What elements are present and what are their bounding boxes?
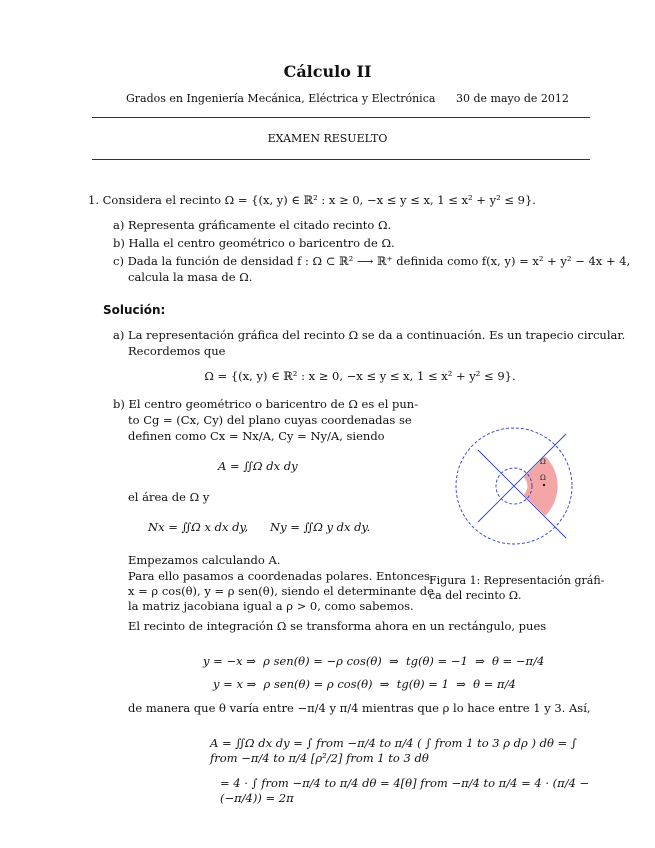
- region-figure: [448, 420, 584, 550]
- polar-line1: Para ello pasamos a coordenadas polares. Entonces,: [128, 569, 434, 583]
- centroid-dot: [543, 484, 545, 486]
- region-label: Ω: [540, 458, 546, 466]
- boundary-eq1: y = −x ⇒ ρ sen(θ) = −ρ cos(θ) ⇒ tg(θ) = −1 ⇒ θ = −π/4: [203, 654, 545, 668]
- figure-caption-line1: Figura 1: Representación gráfi-: [429, 574, 605, 587]
- solution-a-line1: a) La representación gráfica del recinto Ω se da a continuación. Es un trapecio circular.: [113, 328, 626, 342]
- problem-part-b: b) Halla el centro geométrico o baricentro de Ω.: [113, 236, 395, 250]
- boundary-eq2: y = x ⇒ ρ sen(θ) = ρ cos(θ) ⇒ tg(θ) = 1 ⇒ θ = π/4: [213, 677, 516, 691]
- region-label-inner: Ω: [540, 474, 546, 482]
- solution-a-line2: Recordemos que: [128, 344, 226, 358]
- area-computation-line1: A = ∬Ω dx dy = ∫ from −π/4 to π/4 ( ∫ from 1 to 3 ρ dρ ) dθ = ∫ from −π/4 to π/4 [ρ²/2] from 1 to 3 dθ: [210, 736, 577, 765]
- start-text: Empezamos calculando A.: [128, 553, 281, 567]
- figure-caption-line2: ca del recinto Ω.: [429, 589, 522, 602]
- problem-part-c: c) Dada la función de densidad f : Ω ⊂ ℝ² ⟶ ℝ⁺ definida como f(x, y) = x² + y² − 4x + 4,: [113, 254, 631, 268]
- exam-heading: EXAMEN RESUELTO: [267, 132, 388, 145]
- area-text: el área de Ω y: [128, 490, 210, 504]
- solution-b-line3: definen como Cx = Nx/A, Cy = Ny/A, siendo: [128, 429, 385, 443]
- region-formula: Ω = {(x, y) ∈ ℝ² : x ≥ 0, −x ≤ y ≤ x, 1 ≤ x² + y² ≤ 9}.: [204, 369, 516, 383]
- problem-part-a: a) Representa gráficamente el citado recinto Ω.: [113, 218, 392, 232]
- top-rule: [92, 117, 590, 118]
- exam-date: 30 de mayo de 2012: [456, 92, 569, 105]
- degree-line: Grados en Ingeniería Mecánica, Eléctrica y Electrónica: [126, 92, 436, 105]
- polar-line2: x = ρ cos(θ), y = ρ sen(θ), siendo el determinante de: [128, 584, 434, 598]
- problem-part-c-cont: calcula la masa de Ω.: [128, 270, 253, 284]
- rectangle-text: El recinto de integración Ω se transforma ahora en un rectángulo, pues: [128, 619, 547, 633]
- moment-integrals: Nx = ∬Ω x dx dy, Ny = ∬Ω y dx dy.: [148, 520, 371, 534]
- solution-b-line1: b) El centro geométrico o baricentro de Ω es el pun-: [113, 397, 419, 411]
- polar-line3: la matriz jacobiana igual a ρ > 0, como sabemos.: [128, 599, 414, 613]
- solution-b-line2: to Cg = (Cx, Cy) del plano cuyas coordenadas se: [128, 413, 412, 427]
- range-text: de manera que θ varía entre −π/4 y π/4 mientras que ρ lo hace entre 1 y 3. Así,: [128, 701, 591, 715]
- bottom-rule: [92, 159, 590, 160]
- area-integral: A = ∬Ω dx dy: [218, 459, 298, 473]
- solution-heading: Solución:: [103, 303, 166, 317]
- area-computation-line2: = 4 · ∫ from −π/4 to π/4 dθ = 4[θ] from −π/4 to π/4 = 4 · (π/4 − (−π/4)) = 2π: [220, 776, 590, 805]
- page-title: Cálculo II: [283, 62, 372, 81]
- problem-statement: 1. Considera el recinto Ω = {(x, y) ∈ ℝ² : x ≥ 0, −x ≤ y ≤ x, 1 ≤ x² + y² ≤ 9}.: [88, 193, 536, 207]
